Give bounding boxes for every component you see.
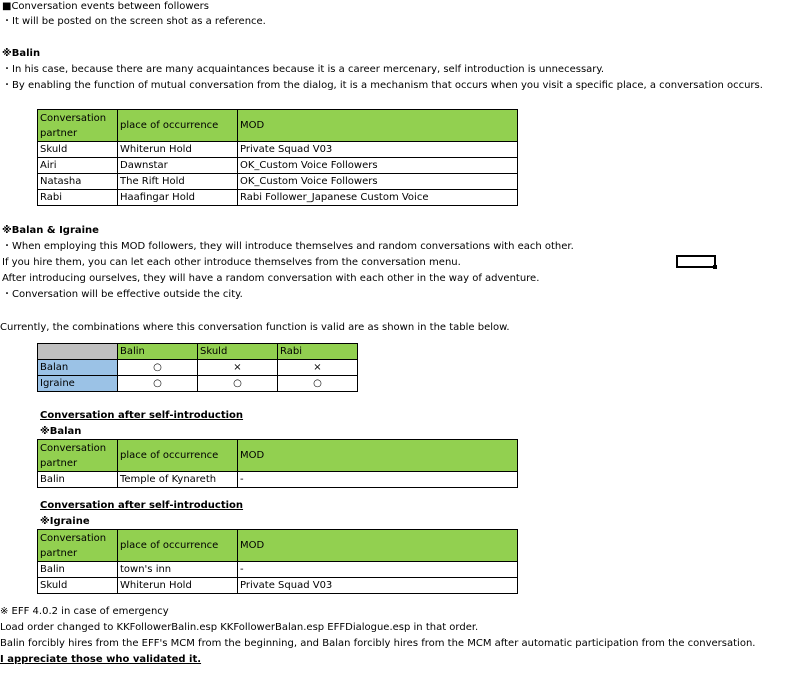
table-cell: Whiterun Hold — [118, 142, 238, 158]
balin-heading: ※Balin — [2, 48, 41, 59]
after-igraine-title: Conversation after self-introduction — [40, 500, 244, 511]
table-cell: Haafingar Hold — [118, 190, 238, 206]
table-header-row — [38, 344, 358, 360]
column-header: MOD — [238, 110, 518, 142]
balin-line-2: ・By enabling the function of mutual conversation from the dialog, it is a mechanism that occurs when you visit a specific place, a conversation occurs. — [2, 80, 763, 91]
table-cell: ○ — [198, 376, 278, 392]
table-cell: ○ — [118, 376, 198, 392]
table-cell: Private Squad V03 — [238, 142, 518, 158]
table-row — [38, 376, 358, 392]
row-header: Balan — [38, 360, 118, 376]
column-header: MOD — [238, 530, 518, 562]
after-igraine-sub: ※Igraine — [40, 516, 90, 527]
balin-line-1: ・In his case, because there are many acquaintances because it is a career mercenary, self introduction is unnecessary. — [2, 64, 605, 75]
after-balan-table — [37, 439, 518, 488]
balan-igraine-line-4: ・Conversation will be effective outside the city. — [2, 289, 243, 300]
eff-line-2: Balin forcibly hires from the EFF's MCM from the beginning, and Balan forcibly hires from the MCM after automatic participation from the conversation. — [0, 638, 756, 649]
eff-line-1: Load order changed to KKFollowerBalin.esp KKFollowerBalan.esp EFFDialogue.esp in that order. — [0, 622, 479, 633]
table-cell: Skuld — [38, 142, 118, 158]
column-header: place of occurrence — [118, 440, 238, 472]
table-cell: ○ — [118, 360, 198, 376]
column-header: place of occurrence — [118, 110, 238, 142]
table-row — [38, 142, 518, 158]
balan-igraine-line-3: After introducing ourselves, they will have a random conversation with each other in the way of adventure. — [2, 273, 540, 284]
combinations-text: Currently, the combinations where this conversation function is valid are as shown in the table below. — [0, 322, 510, 333]
table-cell: Whiterun Hold — [118, 578, 238, 594]
table-cell: ○ — [278, 376, 358, 392]
row-header: Igraine — [38, 376, 118, 392]
eff-heading: ※ EFF 4.0.2 in case of emergency — [0, 606, 169, 617]
table-row — [38, 472, 518, 488]
after-balan-sub: ※Balan — [40, 426, 82, 437]
table-row — [38, 360, 358, 376]
eff-thanks: I appreciate those who validated it. — [0, 654, 202, 665]
table-row — [38, 562, 518, 578]
selection-box[interactable] — [676, 255, 716, 268]
table-header-row — [38, 530, 518, 562]
column-header: Balin — [118, 344, 198, 360]
column-header: Conversation partner — [38, 110, 118, 142]
table-cell: The Rift Hold — [118, 174, 238, 190]
balan-igraine-line-1: ・When employing this MOD followers, they will introduce themselves and random conversations with each other. — [2, 241, 574, 252]
table-cell: Skuld — [38, 578, 118, 594]
table-cell: Airi — [38, 158, 118, 174]
table-cell: OK_Custom Voice Followers — [238, 158, 518, 174]
balan-igraine-line-2: If you hire them, you can let each other introduce themselves from the conversation menu. — [2, 257, 461, 268]
table-cell: OK_Custom Voice Followers — [238, 174, 518, 190]
column-header: Rabi — [278, 344, 358, 360]
table-row — [38, 174, 518, 190]
table-cell: Balin — [38, 472, 118, 488]
column-header: MOD — [238, 440, 518, 472]
column-header: Conversation partner — [38, 530, 118, 562]
column-header: Skuld — [198, 344, 278, 360]
column-header: place of occurrence — [118, 530, 238, 562]
intro-heading: ■Conversation events between followers — [2, 1, 209, 12]
corner-cell — [38, 344, 118, 360]
intro-note: ・It will be posted on the screen shot as a reference. — [2, 16, 266, 27]
table-cell: Private Squad V03 — [238, 578, 518, 594]
table-cell: Temple of Kynareth — [118, 472, 238, 488]
combinations-table — [37, 343, 358, 392]
table-cell: Balin — [38, 562, 118, 578]
table-row — [38, 158, 518, 174]
table-cell: Natasha — [38, 174, 118, 190]
table-row — [38, 190, 518, 206]
table-cell: Dawnstar — [118, 158, 238, 174]
table-row — [38, 578, 518, 594]
table-cell: × — [198, 360, 278, 376]
balan-igraine-heading: ※Balan & Igraine — [2, 225, 99, 236]
table-header-row — [38, 110, 518, 142]
table-cell: Rabi Follower_Japanese Custom Voice — [238, 190, 518, 206]
after-balan-title: Conversation after self-introduction — [40, 410, 244, 421]
balin-partner-table — [37, 109, 518, 206]
after-igraine-table — [37, 529, 518, 594]
table-cell: - — [238, 562, 518, 578]
column-header: Conversation partner — [38, 440, 118, 472]
table-cell: - — [238, 472, 518, 488]
table-cell: Rabi — [38, 190, 118, 206]
table-cell: × — [278, 360, 358, 376]
table-cell: town's inn — [118, 562, 238, 578]
table-header-row — [38, 440, 518, 472]
